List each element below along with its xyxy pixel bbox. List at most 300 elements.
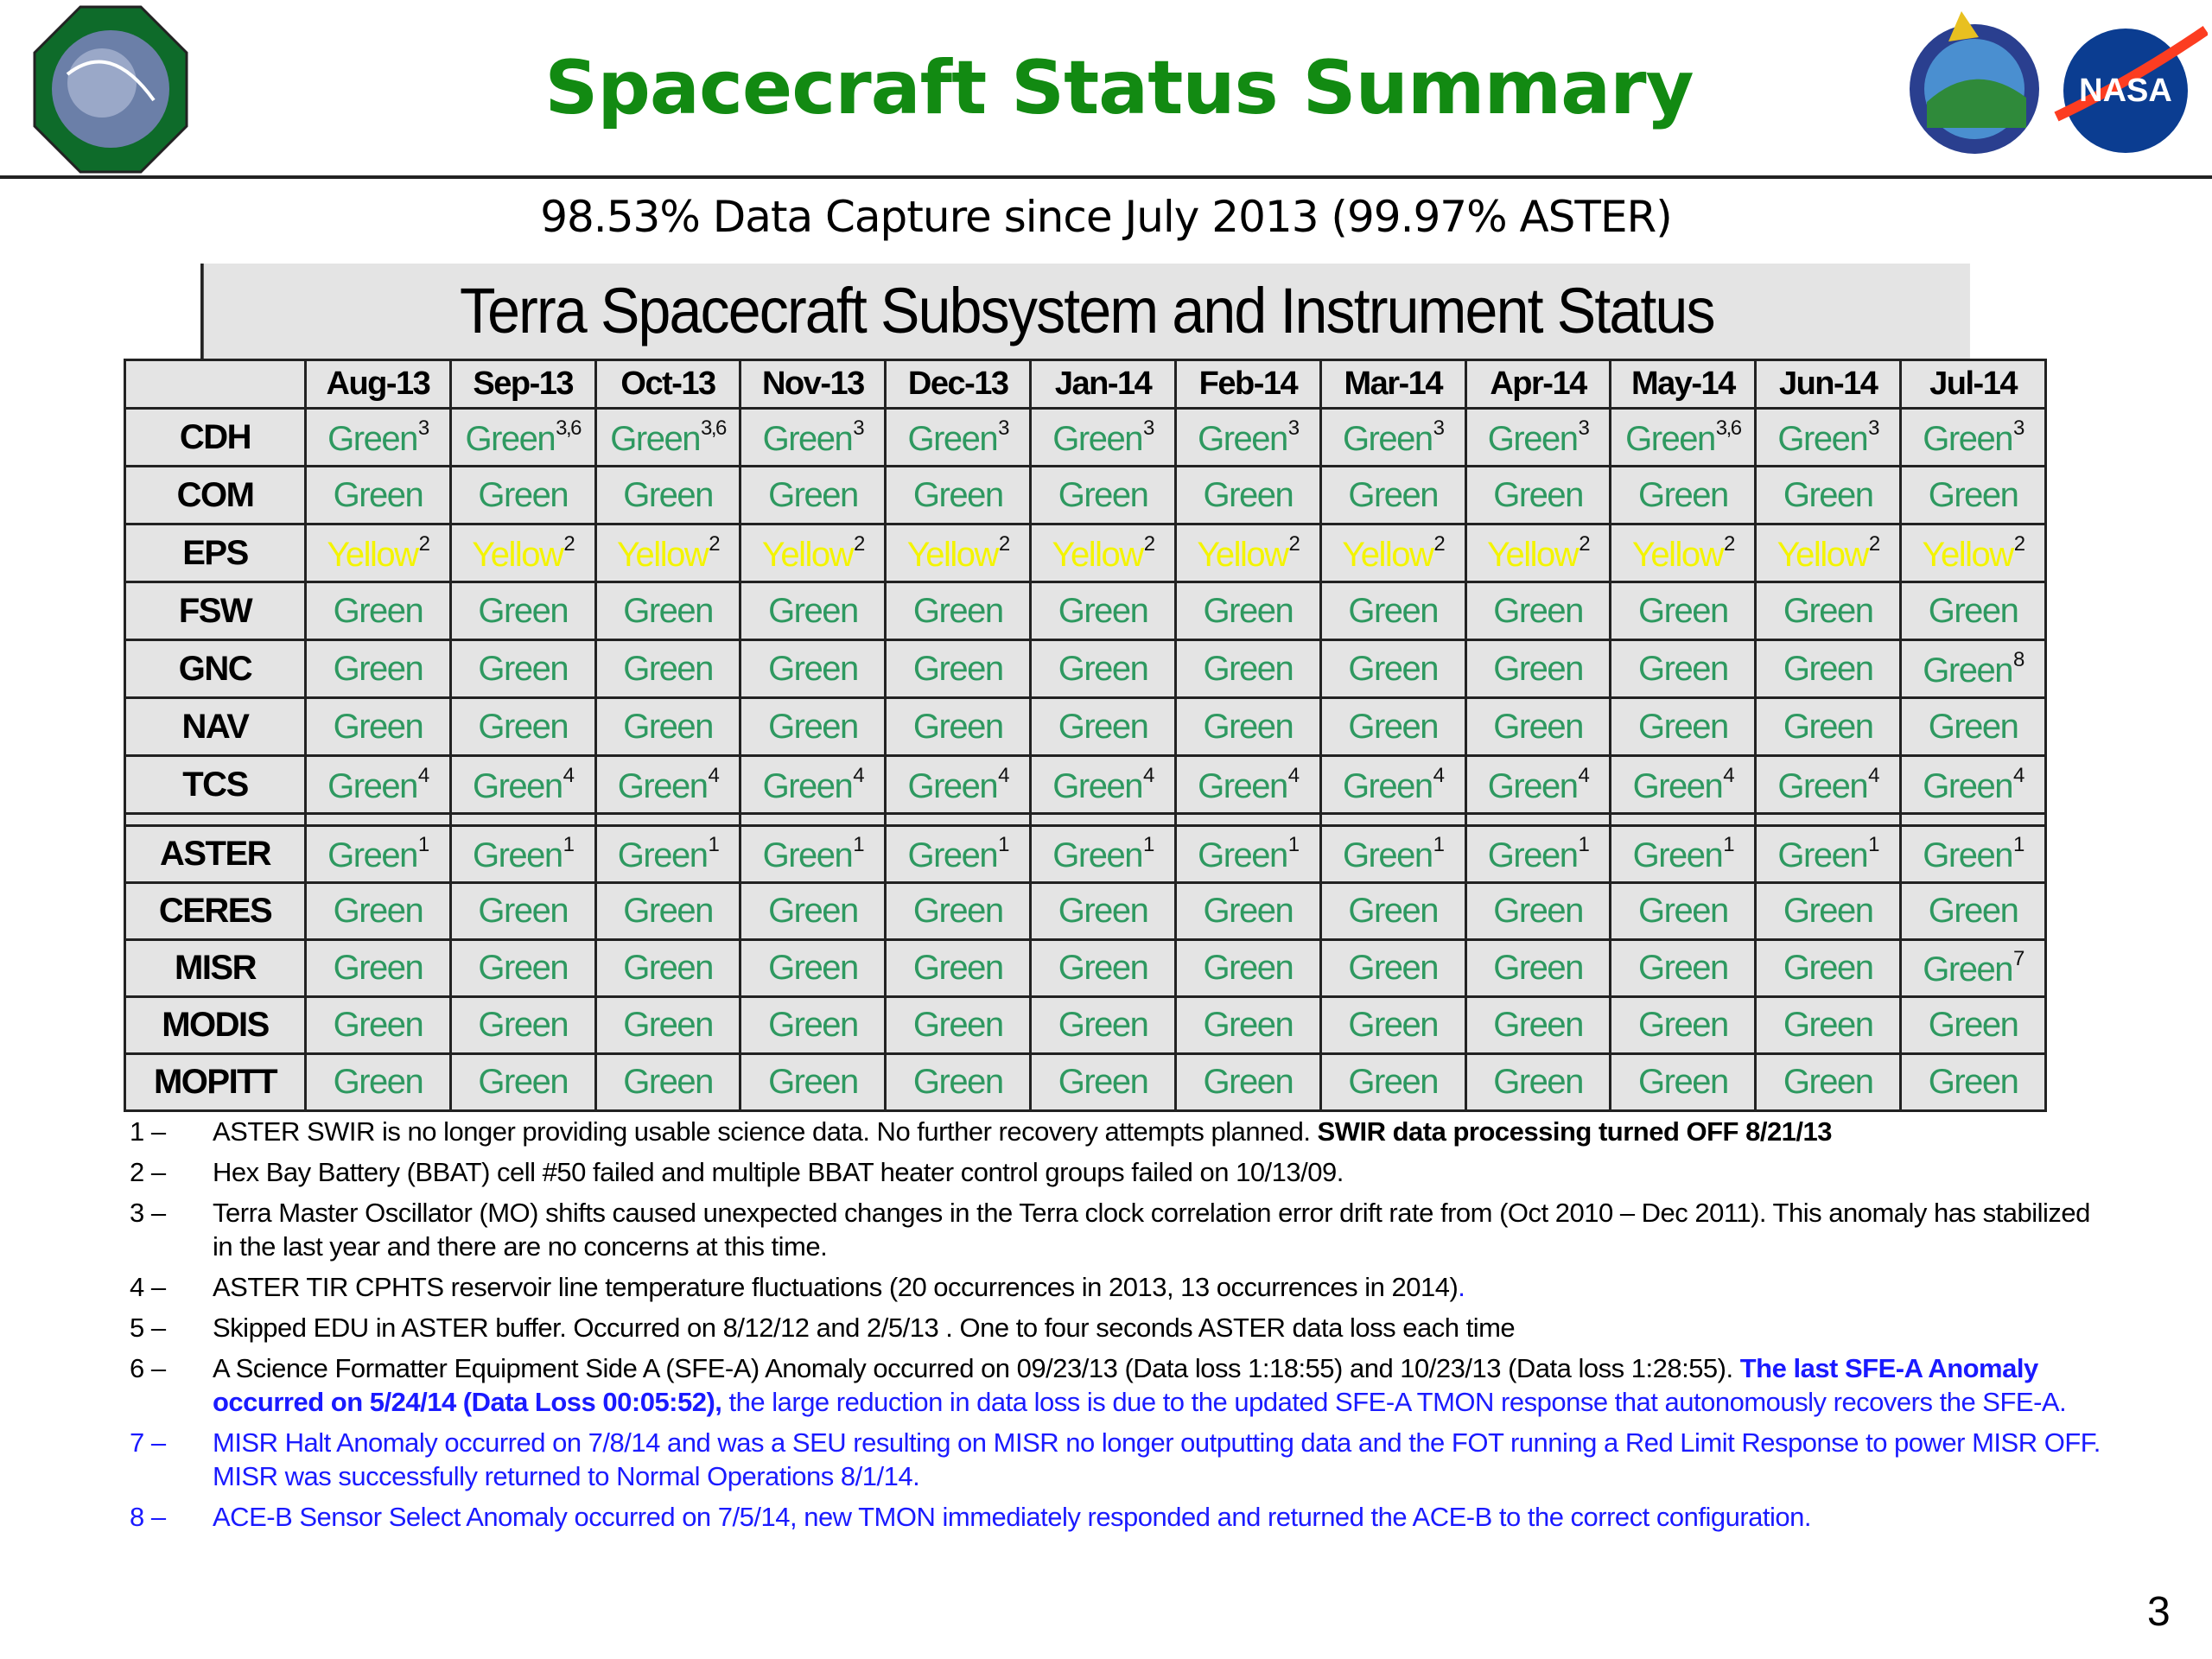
row-label: COM — [125, 467, 306, 524]
table-title: Terra Spacecraft Subsystem and Instrument Status — [200, 264, 1970, 359]
status-value: Green — [1632, 836, 1723, 874]
status-value: Green — [762, 836, 853, 874]
table-row — [125, 524, 2046, 582]
status-value: Green — [1348, 649, 1439, 688]
status-cell — [741, 467, 886, 524]
status-cell — [306, 582, 451, 640]
table-row — [125, 756, 2046, 814]
status-value: Green — [912, 707, 1003, 746]
status-value: Green — [1493, 1063, 1583, 1101]
row-label: MODIS — [125, 997, 306, 1054]
status-value: Green — [1203, 591, 1294, 630]
status-value: Green — [478, 949, 569, 987]
status-value: Green — [768, 649, 858, 688]
footnote-ref: 2 — [2013, 531, 2024, 556]
status-cell — [306, 1054, 451, 1111]
status-value: Green — [1625, 419, 1715, 458]
status-cell — [886, 826, 1031, 883]
status-value: Green — [1203, 649, 1294, 688]
status-cell — [1901, 1054, 2046, 1111]
status-value: Green — [1198, 766, 1287, 805]
status-value: Green — [1493, 475, 1583, 514]
status-cell — [1031, 997, 1176, 1054]
status-value: Green — [1058, 707, 1148, 746]
status-cell — [1175, 883, 1320, 940]
status-cell — [1611, 409, 1756, 467]
status-cell — [1320, 997, 1465, 1054]
status-value: Green — [1638, 1063, 1728, 1101]
status-value: Green — [1058, 1063, 1148, 1101]
status-value: Green — [1783, 649, 1873, 688]
footnote-ref: 4 — [1142, 763, 1154, 787]
status-cell — [1465, 756, 1611, 814]
status-value: Green — [768, 949, 858, 987]
row-label: TCS — [125, 756, 306, 814]
status-value: Green — [333, 591, 423, 630]
status-cell — [1320, 940, 1465, 997]
status-cell — [1175, 756, 1320, 814]
status-value: Green — [1493, 707, 1583, 746]
status-value: Green — [478, 649, 569, 688]
status-cell — [306, 883, 451, 940]
status-cell — [1465, 582, 1611, 640]
status-cell — [1901, 582, 2046, 640]
status-cell — [1175, 467, 1320, 524]
month-header: Apr-14 — [1465, 360, 1611, 409]
status-cell — [1031, 940, 1176, 997]
status-value: Green — [1203, 1063, 1294, 1101]
status-value: Yellow — [1487, 535, 1579, 574]
status-cell — [1611, 640, 1756, 698]
status-value: Green — [907, 419, 998, 458]
status-cell — [1031, 409, 1176, 467]
status-cell — [1901, 467, 2046, 524]
status-cell — [1611, 524, 1756, 582]
status-cell — [595, 756, 741, 814]
status-cell — [1320, 582, 1465, 640]
status-cell — [1175, 1054, 1320, 1111]
month-header: Sep-13 — [450, 360, 595, 409]
status-cell — [1465, 883, 1611, 940]
status-value: Yellow — [1052, 535, 1143, 574]
status-value: Green — [333, 475, 423, 514]
footnote-ref: 1 — [708, 833, 719, 856]
footnote-ref: 4 — [1433, 763, 1444, 787]
status-cell — [1611, 997, 1756, 1054]
status-value: Green — [1928, 1063, 2018, 1101]
status-cell — [1611, 883, 1756, 940]
table-row — [125, 883, 2046, 940]
footnote-ref: 4 — [708, 763, 719, 787]
footnote-ref: 2 — [563, 531, 575, 556]
status-value: Green — [472, 766, 563, 805]
status-cell — [306, 756, 451, 814]
status-value: Green — [912, 892, 1003, 930]
status-cell — [886, 883, 1031, 940]
status-value: Green — [617, 836, 708, 874]
month-header: May-14 — [1611, 360, 1756, 409]
status-value: Green — [327, 766, 417, 805]
status-value: Green — [1638, 649, 1728, 688]
status-value: Green — [1487, 419, 1578, 458]
status-value: Green — [478, 1063, 569, 1101]
footnote-ref: 2 — [1868, 531, 1879, 556]
separator-cell — [1031, 814, 1176, 826]
status-table — [124, 264, 2047, 1112]
status-cell — [1320, 756, 1465, 814]
status-value: Green — [1342, 766, 1433, 805]
status-cell — [886, 756, 1031, 814]
table-row — [125, 640, 2046, 698]
footnote-ref: 4 — [853, 763, 864, 787]
table-row — [125, 1054, 2046, 1111]
status-value: Green — [1783, 1063, 1873, 1101]
status-value: Green — [1348, 949, 1439, 987]
status-value: Green — [1058, 1006, 1148, 1044]
status-cell — [1031, 883, 1176, 940]
status-value: Green — [1493, 892, 1583, 930]
status-value: Green — [1348, 1063, 1439, 1101]
status-value: Green — [1203, 892, 1294, 930]
footnote-ref: 1 — [417, 833, 429, 856]
status-cell — [1175, 826, 1320, 883]
footnote-ref: 1 — [1287, 833, 1299, 856]
row-label: FSW — [125, 582, 306, 640]
status-value: Yellow — [1631, 535, 1724, 574]
status-cell — [886, 582, 1031, 640]
status-cell — [1756, 997, 1901, 1054]
status-value: Green — [333, 1006, 423, 1044]
status-value: Green — [617, 766, 708, 805]
status-value: Green — [1638, 1006, 1728, 1044]
status-cell — [595, 826, 741, 883]
footnote-ref: 8 — [2012, 647, 2024, 671]
status-value: Green — [478, 892, 569, 930]
status-cell — [1031, 582, 1176, 640]
status-cell — [1465, 698, 1611, 756]
status-cell — [1756, 698, 1901, 756]
status-cell — [1320, 826, 1465, 883]
status-value: Green — [1783, 1006, 1873, 1044]
status-cell — [1465, 1054, 1611, 1111]
status-cell — [1465, 997, 1611, 1054]
status-value: Green — [1638, 707, 1728, 746]
eos-logo — [1897, 7, 2052, 158]
status-cell — [741, 997, 886, 1054]
footnote-ref: 2 — [709, 531, 720, 556]
status-cell — [1175, 940, 1320, 997]
separator-cell — [450, 814, 595, 826]
section-separator — [125, 814, 2046, 826]
footnote-ref: 3 — [1287, 416, 1299, 440]
row-label: CERES — [125, 883, 306, 940]
status-cell — [306, 940, 451, 997]
status-value: Green — [1058, 892, 1148, 930]
footnote-text: ASTER TIR CPHTS reservoir line temperature fluctuations (20 occurrences in 2013, 13 occurrences in 2014) — [213, 1272, 1459, 1302]
status-value: Green — [1638, 892, 1728, 930]
footnote-ref: 3 — [853, 416, 864, 440]
status-cell — [1901, 409, 2046, 467]
month-header: Feb-14 — [1175, 360, 1320, 409]
footnote-number: 8 – — [130, 1502, 166, 1532]
status-value: Green — [1487, 766, 1578, 805]
status-value: Green — [1058, 475, 1148, 514]
footnote-number: 4 – — [130, 1272, 166, 1302]
month-header: Dec-13 — [886, 360, 1031, 409]
status-cell — [1320, 524, 1465, 582]
status-cell — [741, 756, 886, 814]
status-cell — [1901, 997, 2046, 1054]
status-value: Green — [768, 1063, 858, 1101]
status-value: Green — [907, 766, 998, 805]
header-divider — [0, 175, 2212, 179]
status-cell — [1756, 826, 1901, 883]
status-cell — [741, 640, 886, 698]
status-value: Green — [1928, 591, 2018, 630]
footnote-ref: 4 — [1868, 763, 1878, 787]
svg-text:NASA: NASA — [2079, 73, 2172, 109]
status-cell — [1756, 883, 1901, 940]
month-header: Jun-14 — [1756, 360, 1901, 409]
status-cell — [595, 997, 741, 1054]
footnote-ref: 3,6 — [1715, 416, 1741, 440]
status-cell — [1901, 524, 2046, 582]
footnote-ref: 3 — [1433, 416, 1444, 440]
status-cell — [1611, 1054, 1756, 1111]
status-cell — [595, 409, 741, 467]
status-cell — [1611, 826, 1756, 883]
status-value: Green — [333, 892, 423, 930]
footnote-ref: 3 — [2012, 416, 2024, 440]
status-value: Green — [1348, 707, 1439, 746]
status-value: Yellow — [327, 535, 418, 574]
separator-cell — [1320, 814, 1465, 826]
status-value: Green — [912, 475, 1003, 514]
footnote-number: 6 – — [130, 1353, 166, 1383]
status-value: Green — [333, 649, 423, 688]
status-cell — [1756, 1054, 1901, 1111]
status-cell — [450, 524, 595, 582]
status-cell — [1320, 698, 1465, 756]
footnote-ref: 1 — [2012, 833, 2024, 856]
status-value: Green — [1487, 836, 1578, 874]
status-cell — [1756, 940, 1901, 997]
status-cell — [1031, 756, 1176, 814]
status-cell — [450, 1054, 595, 1111]
status-cell — [1901, 756, 2046, 814]
footnote-ref: 2 — [1143, 531, 1154, 556]
footnote-ref: 3,6 — [700, 416, 726, 440]
status-value: Green — [1203, 475, 1294, 514]
corner-cell — [125, 360, 306, 409]
status-value: Green — [762, 419, 853, 458]
status-cell — [1320, 1054, 1465, 1111]
status-value: Green — [768, 892, 858, 930]
status-value: Green — [1777, 419, 1868, 458]
status-value: Green — [1348, 475, 1439, 514]
table-row — [125, 940, 2046, 997]
row-label: MOPITT — [125, 1054, 306, 1111]
status-value: Green — [912, 949, 1003, 987]
footnote-ref: 7 — [2012, 947, 2024, 970]
status-cell — [1611, 698, 1756, 756]
status-cell — [450, 883, 595, 940]
status-cell — [741, 940, 886, 997]
footnote-ref: 3 — [417, 416, 429, 440]
footnote-text: The last SFE-A Anomaly occurred on 5/24/14 (Data Loss 00:05:52), — [213, 1353, 2038, 1417]
status-cell — [886, 467, 1031, 524]
status-cell — [886, 640, 1031, 698]
status-cell — [450, 640, 595, 698]
footnote-text: ASTER SWIR is no longer providing usable science data. No further recovery attempts planned. — [213, 1116, 1318, 1147]
status-cell — [741, 1054, 886, 1111]
status-cell — [1465, 826, 1611, 883]
status-value: Green — [1052, 836, 1142, 874]
footnote-ref: 4 — [998, 763, 1008, 787]
status-cell — [450, 756, 595, 814]
row-label: CDH — [125, 409, 306, 467]
status-value: Green — [912, 1063, 1003, 1101]
status-cell — [1320, 883, 1465, 940]
status-cell — [450, 997, 595, 1054]
nasa-logo — [2052, 22, 2208, 156]
status-cell — [450, 409, 595, 467]
separator-cell — [886, 814, 1031, 826]
footnote-ref: 4 — [417, 763, 429, 787]
status-value: Green — [1923, 950, 2012, 988]
separator-cell — [1611, 814, 1756, 826]
status-cell — [1756, 640, 1901, 698]
separator-cell — [1901, 814, 2046, 826]
status-value: Green — [768, 591, 858, 630]
status-cell — [1175, 698, 1320, 756]
status-cell — [741, 883, 886, 940]
footnote-ref: 4 — [2012, 763, 2024, 787]
status-cell — [1901, 940, 2046, 997]
footnote-ref: 3 — [1868, 416, 1878, 440]
separator-cell — [1175, 814, 1320, 826]
status-value: Green — [1198, 419, 1287, 458]
status-cell — [886, 1054, 1031, 1111]
status-value: Green — [478, 1006, 569, 1044]
status-value: Green — [1638, 475, 1728, 514]
status-cell — [1901, 883, 2046, 940]
status-value: Green — [1493, 591, 1583, 630]
status-cell — [886, 524, 1031, 582]
status-value: Green — [1928, 1006, 2018, 1044]
footnote-number: 5 – — [130, 1313, 166, 1343]
status-cell — [1901, 640, 2046, 698]
status-cell — [1465, 640, 1611, 698]
footnote-ref: 1 — [563, 833, 574, 856]
footnote-number: 2 – — [130, 1157, 166, 1187]
footnote-ref: 2 — [418, 531, 429, 556]
separator-cell — [1465, 814, 1611, 826]
status-cell — [306, 698, 451, 756]
status-value: Green — [465, 419, 556, 458]
table-row — [125, 409, 2046, 467]
footnote-ref: 1 — [1142, 833, 1154, 856]
footnote-ref: 2 — [854, 531, 864, 556]
status-cell — [1031, 826, 1176, 883]
footnote-number: 1 – — [130, 1116, 166, 1147]
status-cell — [1465, 524, 1611, 582]
status-value: Green — [478, 591, 569, 630]
status-cell — [306, 640, 451, 698]
row-label: NAV — [125, 698, 306, 756]
status-value: Green — [478, 707, 569, 746]
footnote-text: ACE-B Sensor Select Anomaly occurred on 7/5/14, new TMON immediately responded and returned the ACE-B to the correct configuration. — [213, 1502, 1812, 1532]
status-cell — [450, 467, 595, 524]
status-value: Green — [1203, 949, 1294, 987]
status-cell — [306, 826, 451, 883]
row-label: MISR — [125, 940, 306, 997]
status-cell — [1031, 698, 1176, 756]
footnote-text: the large reduction in data loss is due to the updated SFE-A TMON response that autonomously recovers the SFE-A. — [721, 1387, 2067, 1417]
status-value: Yellow — [617, 535, 709, 574]
footnote-ref: 2 — [1724, 531, 1734, 556]
status-value: Green — [1348, 1006, 1439, 1044]
status-cell — [306, 467, 451, 524]
footnotes — [130, 1115, 2117, 1541]
status-value: Green — [1638, 591, 1728, 630]
status-value: Green — [623, 949, 713, 987]
status-value: Green — [623, 1063, 713, 1101]
status-cell — [595, 467, 741, 524]
footnote-ref: 1 — [1868, 833, 1878, 856]
status-cell — [1756, 582, 1901, 640]
footnote-text: SWIR data processing turned OFF 8/21/13 — [1317, 1116, 1833, 1147]
status-value: Green — [1493, 1006, 1583, 1044]
footnote-ref: 3 — [998, 416, 1008, 440]
status-cell — [741, 524, 886, 582]
footnote — [130, 1155, 2117, 1189]
status-value: Green — [472, 836, 563, 874]
status-value: Green — [1058, 949, 1148, 987]
status-value: Green — [1777, 836, 1868, 874]
status-cell — [450, 698, 595, 756]
status-value: Green — [623, 892, 713, 930]
status-cell — [306, 409, 451, 467]
footnote-ref: 1 — [1578, 833, 1589, 856]
status-cell — [1031, 1054, 1176, 1111]
row-label: GNC — [125, 640, 306, 698]
footnote — [130, 1270, 2117, 1304]
status-value: Green — [1348, 892, 1439, 930]
status-cell — [595, 940, 741, 997]
status-value: Yellow — [906, 535, 998, 574]
status-cell — [1611, 940, 1756, 997]
month-header: Aug-13 — [306, 360, 451, 409]
status-value: Yellow — [1922, 535, 2013, 574]
footnote-ref: 4 — [1723, 763, 1734, 787]
footnote-ref: 3 — [1578, 416, 1589, 440]
status-value: Green — [1923, 836, 2012, 874]
status-value: Green — [623, 475, 713, 514]
month-header: Nov-13 — [741, 360, 886, 409]
footnote-ref: 2 — [1433, 531, 1445, 556]
status-value: Green — [623, 707, 713, 746]
status-value: Green — [1923, 766, 2012, 805]
status-cell — [1465, 467, 1611, 524]
month-header: Jan-14 — [1031, 360, 1176, 409]
status-value: Green — [478, 475, 569, 514]
table-row — [125, 582, 2046, 640]
status-value: Green — [912, 649, 1003, 688]
status-value: Green — [1783, 475, 1873, 514]
separator-cell — [741, 814, 886, 826]
status-value: Green — [333, 1063, 423, 1101]
